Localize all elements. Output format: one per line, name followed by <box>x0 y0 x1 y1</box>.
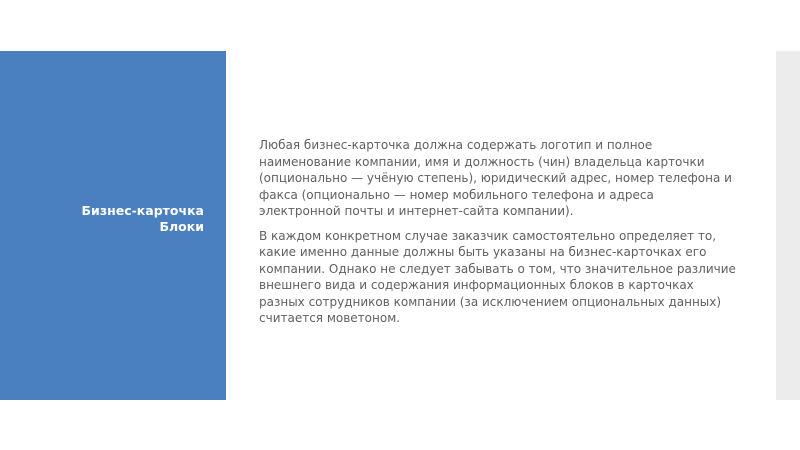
title-panel <box>0 51 226 400</box>
slide-title-line-1: Бизнес-карточка <box>81 203 204 218</box>
paragraph-2: В каждом конкретном случае заказчик самостоятельно определяет то, какие именно данные должны быть указаны на бизнес-карточках его компании. Однако не следует забывать о том, что значительное различие внешнего вида и содержания информационных блоков в карточках разных сотрудников компании (за исключением опциональных данных) считается моветоном. <box>259 228 736 325</box>
slide-title <box>14 203 204 235</box>
paragraph-1: Любая бизнес-карточка должна содержать логотип и полное наименование компании, имя и должность (чин) владельца карточки (опционально — учёную степень), юридический адрес, номер телефона и факса (опционально — номер мобильного телефона и адреса электронной почты и интернет-сайта компании). <box>259 138 732 218</box>
slide-body <box>259 137 739 335</box>
slide-title-line-2: Блоки <box>159 219 204 234</box>
right-side-bar <box>776 51 800 400</box>
